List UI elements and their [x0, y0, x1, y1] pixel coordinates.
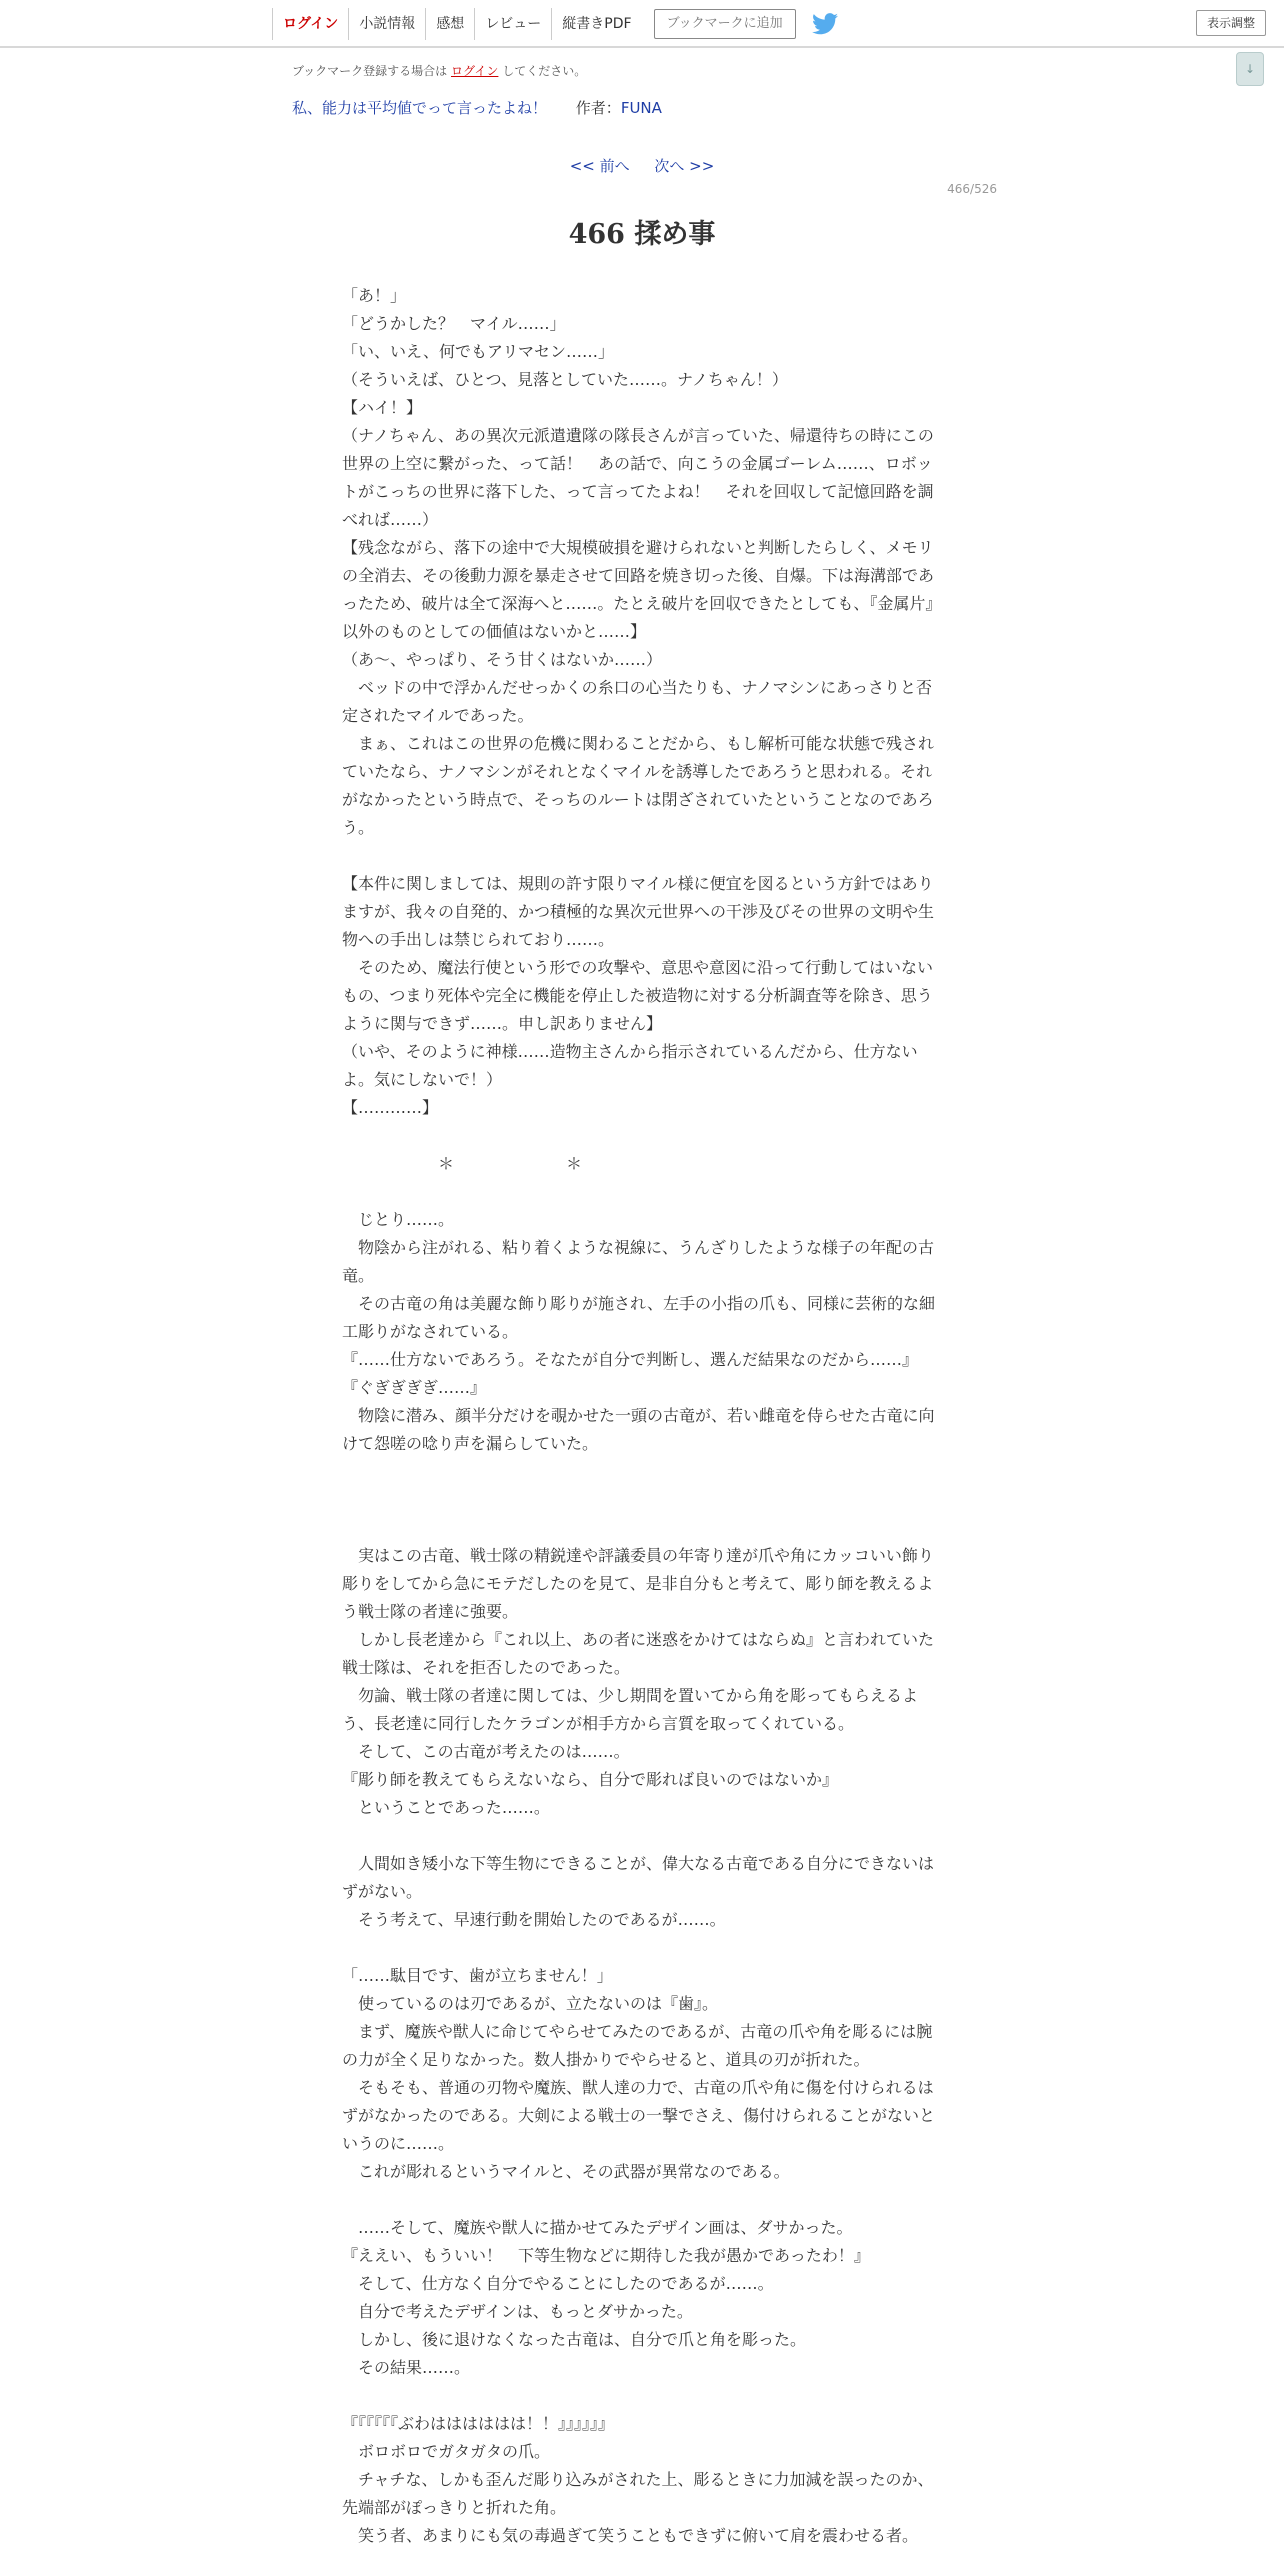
- body-paragraph: （そういえば、ひとつ、見落としていた……。ナノちゃん！）: [342, 370, 788, 389]
- body-paragraph: 「あ！」: [342, 286, 407, 305]
- body-paragraph: [342, 2186, 942, 2214]
- body-paragraph: 『彫り師を教えてもらえないなら、自分で彫れば良いのではないか』: [342, 1770, 839, 1789]
- body-paragraph: そして、仕方なく自分でやることにしたのであるが……。: [342, 2274, 774, 2293]
- body-paragraph: 『……仕方ないであろう。そなたが自分で判断し、選んだ結果なのだから……』: [342, 1350, 919, 1369]
- body-paragraph: そもそも、普通の刃物や魔族、獣人達の力で、古竜の爪や角に傷を付けられるはずがなかったのである。大剣による戦士の一撃でさえ、傷付けられることがないというのに……。: [342, 2078, 935, 2153]
- body-paragraph: 『『『『『『ぶわはははははは！！』』』』』』: [342, 2414, 615, 2433]
- body-paragraph: まず、魔族や獣人に命じてやらせてみたのであるが、古竜の爪や角を彫るには腕の力が全く足りなかった。数人掛かりでやらせると、道具の刃が折れた。: [342, 2022, 933, 2069]
- body-paragraph: 笑う者、あまりにも気の毒過ぎて笑うこともできずに俯いて肩を震わせる者。: [342, 2526, 919, 2545]
- add-bookmark-button[interactable]: ブックマークに追加: [654, 9, 796, 39]
- body-paragraph: 物陰に潜み、顔半分だけを覗かせた一頭の古竜が、若い雌竜を侍らせた古竜に向けて怨嗟の唸り声を漏らしていた。: [342, 1406, 935, 1453]
- novel-title-link[interactable]: 私、能力は平均値でって言ったよね！: [292, 99, 548, 117]
- login-note: [292, 62, 586, 79]
- login-note-before: ブックマーク登録する場合は: [292, 64, 448, 78]
- body-paragraph: その古竜の角は美麗な飾り彫りが施され、左手の小指の爪も、同様に芸術的な細工彫りがなされている。: [342, 1294, 935, 1341]
- body-paragraph: （あ～、やっぱり、そう甘くはないか……）: [342, 650, 663, 669]
- body-paragraph: ボロボロでガタガタの爪。: [342, 2442, 551, 2461]
- chapter-pager: [0, 155, 1284, 176]
- twitter-icon[interactable]: [812, 13, 838, 35]
- nav-vertical-pdf-link[interactable]: 縦書きPDF: [551, 8, 641, 40]
- chapter-body: [342, 282, 942, 2550]
- body-paragraph: しかし、後に退けなくなった古竜は、自分で爪と角を彫った。: [342, 2330, 807, 2349]
- body-paragraph: 「……駄目です、歯が立ちません！」: [342, 1966, 613, 1985]
- body-paragraph: そのため、魔法行使という形での攻撃や、意思や意図に沿って行動してはいないもの、つまり死体や完全に機能を停止した被造物に対する分析調査等を除き、思うように関与できず……。申し訳ありません】: [342, 958, 934, 1033]
- body-paragraph: 使っているのは刃であるが、立たないのは『歯』。: [342, 1994, 719, 2013]
- body-paragraph: 人間如き矮小な下等生物にできることが、偉大なる古竜である自分にできないはずがない。: [342, 1854, 935, 1901]
- body-paragraph: [342, 2382, 942, 2410]
- body-paragraph: ＊ ＊: [342, 1154, 583, 1173]
- body-paragraph: [342, 1486, 942, 1514]
- body-paragraph: 実はこの古竜、戦士隊の精鋭達や評議委員の年寄り達が爪や角にカッコいい飾り彫りをしてから急にモテだしたのを見て、是非自分もと考えて、彫り師を教えるよう戦士隊の者達に強要。: [342, 1546, 934, 1621]
- body-paragraph: その結果……。: [342, 2358, 471, 2377]
- body-paragraph: そして、この古竜が考えたのは……。: [342, 1742, 630, 1761]
- body-paragraph: 勿論、戦士隊の者達に関しては、少し期間を置いてから角を彫ってもらえるよう、長老達に同行したケラゴンが相手方から言質を取ってくれている。: [342, 1686, 919, 1733]
- body-paragraph: そう考えて、早速行動を開始したのであるが……。: [342, 1910, 726, 1929]
- body-paragraph: [342, 1458, 942, 1486]
- body-paragraph: 『ええい、もういい！ 下等生物などに期待した我が愚かであったわ！』: [342, 2246, 870, 2265]
- author-link[interactable]: FUNA: [620, 99, 662, 117]
- body-paragraph: 「い、いえ、何でもアリマセン……」: [342, 342, 615, 361]
- next-chapter-link[interactable]: 次へ >>: [654, 157, 715, 175]
- body-paragraph: ベッドの中で浮かんだせっかくの糸口の心当たりも、ナノマシンにあっさりと否定されたマイルであった。: [342, 678, 933, 725]
- body-paragraph: ……そして、魔族や獣人に描かせてみたデザイン画は、ダサかった。: [342, 2218, 853, 2237]
- body-paragraph: 自分で考えたデザインは、もっとダサかった。: [342, 2302, 693, 2321]
- nav-impressions-link[interactable]: 感想: [425, 8, 474, 40]
- body-paragraph: （ナノちゃん、あの異次元派遣遺隊の隊長さんが言っていた、帰還待ちの時にこの世界の上空に繋がった、って話！ あの話で、向こうの金属ゴーレム……、ロボットがこっちの世界に落下した、って言ってたよね！ それを回収して記憶回路を調べれば……）: [342, 426, 934, 529]
- body-paragraph: [342, 842, 942, 870]
- chapter-title: 466 揉め事: [568, 219, 716, 250]
- body-paragraph: 【本件に関しましては、規則の許す限りマイル様に便宜を図るという方針ではありますが、我々の自発的、かつ積極的な異次元世界への干渉及びその世界の文明や生物への手出しは禁じられており……。: [342, 874, 935, 949]
- novel-title-row: [292, 97, 662, 118]
- body-paragraph: 「どうかした？ マイル……」: [342, 314, 566, 333]
- scroll-down-button[interactable]: ↓: [1236, 52, 1264, 86]
- body-paragraph: まぁ、これはこの世界の危機に関わることだから、もし解析可能な状態で残されていたなら、ナノマシンがそれとなくマイルを誘導したであろうと思われる。それがなかったという時点で、そっちのルートは閉ざされていたということなのであろう。: [342, 734, 935, 837]
- login-note-after: してください。: [502, 64, 587, 78]
- display-settings-button[interactable]: 表示調整: [1196, 10, 1266, 36]
- body-paragraph: 物陰から注がれる、粘り着くような視線に、うんざりしたような様子の年配の古竜。: [342, 1238, 935, 1285]
- prev-chapter-link[interactable]: << 前へ: [569, 157, 630, 175]
- nav-novel-info-link[interactable]: 小説情報: [348, 8, 425, 40]
- body-paragraph: [342, 1178, 942, 1206]
- body-paragraph: [342, 1934, 942, 1962]
- nav-login-link[interactable]: ログイン: [272, 8, 348, 40]
- body-paragraph: チャチな、しかも歪んだ彫り込みがされた上、彫るときに力加減を誤ったのか、先端部がぽっきりと折れた角。: [342, 2470, 934, 2517]
- nav-review-link[interactable]: レビュー: [474, 8, 551, 40]
- main-nav: [272, 8, 838, 40]
- body-paragraph: じとり……。: [342, 1210, 455, 1229]
- login-note-link[interactable]: ログイン: [451, 64, 499, 78]
- body-paragraph: （いや、そのように神様……造物主さんから指示されているんだから、仕方ないよ。気にしないで！）: [342, 1042, 918, 1089]
- body-paragraph: 『ぐぎぎぎぎ……』: [342, 1378, 487, 1397]
- body-paragraph: [342, 1822, 942, 1850]
- body-paragraph: これが彫れるというマイルと、その武器が異常なのである。: [342, 2162, 790, 2181]
- body-paragraph: 【残念ながら、落下の途中で大規模破損を避けられないと判断したらしく、メモリの全消去、その後動力源を暴走させて回路を焼き切った後、自爆。下は海溝部であったため、破片は全て深海へと……。たとえ破片を回収できたとしても、『金属片』以外のものとしての価値はないかと……】: [342, 538, 942, 641]
- header-bar: [0, 0, 1284, 48]
- body-paragraph: 【ハイ！】: [342, 398, 423, 417]
- body-paragraph: 【…………】: [342, 1098, 439, 1117]
- author-label: 作者：: [575, 99, 621, 117]
- body-paragraph: [342, 1122, 942, 1150]
- page-number: 466/526: [947, 182, 997, 196]
- body-paragraph: [342, 1514, 942, 1542]
- body-paragraph: しかし長老達から『これ以上、あの者に迷惑をかけてはならぬ』と言われていた戦士隊は、それを拒否したのであった。: [342, 1630, 935, 1677]
- body-paragraph: ということであった……。: [342, 1798, 550, 1817]
